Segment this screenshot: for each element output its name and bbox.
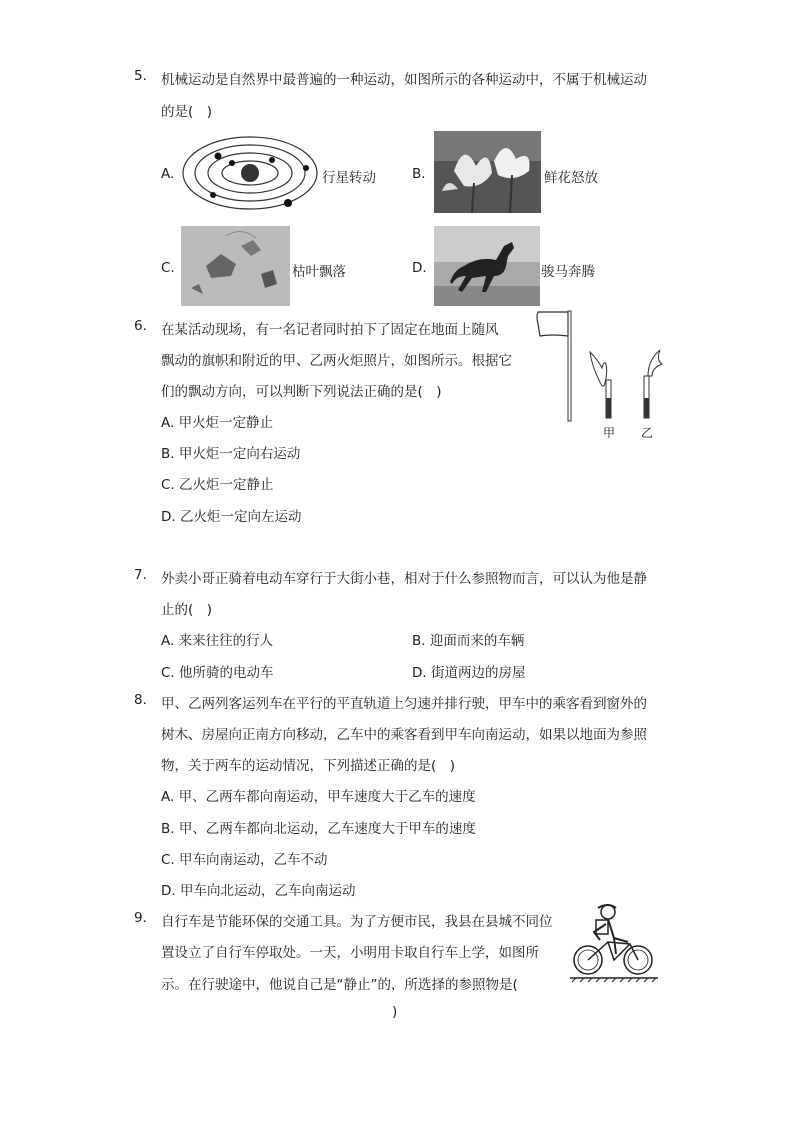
q5-option-c-letter: C. — [161, 260, 175, 276]
q5-option-b-caption: 鲜花怒放 — [544, 170, 598, 186]
torch-yi-label: 乙 — [641, 426, 654, 440]
q8-stem-line2: 树木、房屋向正南方向移动，乙车中的乘客看到甲车向南运动，如果以地面为参照 — [161, 727, 647, 743]
blooming-flowers-image — [434, 131, 541, 213]
q8-stem-line3: 物，关于两车的运动情况，下列描述正确的是( ) — [161, 758, 456, 774]
q5-option-b-letter: B. — [412, 166, 426, 182]
q8-option-b: B. 甲、乙两车都向北运动，乙车速度大于甲车的速度 — [161, 821, 476, 837]
q6-option-d: D. 乙火炬一定向左运动 — [161, 509, 302, 525]
q6-number: 6. — [134, 318, 147, 334]
q8-number: 8. — [134, 692, 147, 708]
q5-stem-line2: 的是( ) — [161, 104, 213, 120]
q8-option-c: C. 甲车向南运动，乙车不动 — [161, 852, 328, 868]
galloping-horse-image — [434, 226, 540, 306]
q8-option-d: D. 甲车向北运动，乙车向南运动 — [161, 883, 356, 899]
q7-option-b: B. 迎面而来的车辆 — [412, 633, 525, 649]
torch-jia-label: 甲 — [603, 426, 616, 440]
q6-stem-line1: 在某活动现场，有一名记者同时拍下了固定在地面上随风 — [161, 322, 499, 338]
q9-stem-line3: 示。在行驶途中，他说自己是“静止”的，所选择的参照物是( — [161, 977, 518, 993]
q7-stem-line1: 外卖小哥正骑着电动车穿行于大街小巷，相对于什么参照物而言，可以认为他是静 — [161, 571, 647, 587]
q5-option-c-caption: 枯叶飘落 — [292, 264, 346, 280]
q5-option-d-letter: D. — [412, 260, 427, 276]
q5-number: 5. — [134, 68, 147, 84]
q8-option-a: A. 甲、乙两车都向南运动，甲车速度大于乙车的速度 — [161, 789, 476, 805]
q5-option-a-caption: 行星转动 — [322, 170, 376, 186]
q9-number: 9. — [134, 910, 147, 926]
cyclist-figure — [568, 902, 660, 986]
q5-option-a-letter: A. — [161, 166, 175, 182]
q7-option-c: C. 他所骑的电动车 — [161, 665, 274, 681]
q6-option-a: A. 甲火炬一定静止 — [161, 415, 274, 431]
q7-option-d: D. 街道两边的房屋 — [412, 665, 526, 681]
q8-stem-line1: 甲、乙两列客运列车在平行的平直轨道上匀速并排行驶，甲车中的乘客看到窗外的 — [161, 696, 647, 712]
planet-orbit-image — [180, 133, 320, 213]
q6-option-b: B. 甲火炬一定向右运动 — [161, 446, 301, 462]
q7-stem-line2: 止的( ) — [161, 602, 213, 618]
q5-option-d-caption: 骏马奔腾 — [541, 264, 595, 280]
falling-leaves-image — [181, 226, 290, 306]
q9-stem-line1: 自行车是节能环保的交通工具。为了方便市民，我县在县城不同位 — [161, 914, 553, 930]
q5-stem-line1: 机械运动是自然界中最普遍的一种运动，如图所示的各种运动中，不属于机械运动 — [161, 72, 647, 88]
q6-stem-line3: 们的飘动方向，可以判断下列说法正确的是( ) — [161, 384, 442, 400]
q7-number: 7. — [134, 567, 147, 583]
q7-option-a: A. 来来往往的行人 — [161, 633, 274, 649]
flag-and-torches-figure — [534, 308, 670, 424]
q9-stem-line4: ) — [392, 1004, 398, 1020]
q6-option-c: C. 乙火炬一定静止 — [161, 477, 274, 493]
q6-stem-line2: 飘动的旗帜和附近的甲、乙两火炬照片，如图所示。根据它 — [161, 353, 512, 369]
q9-stem-line2: 置设立了自行车停取处。一天，小明用卡取自行车上学，如图所 — [161, 945, 539, 961]
